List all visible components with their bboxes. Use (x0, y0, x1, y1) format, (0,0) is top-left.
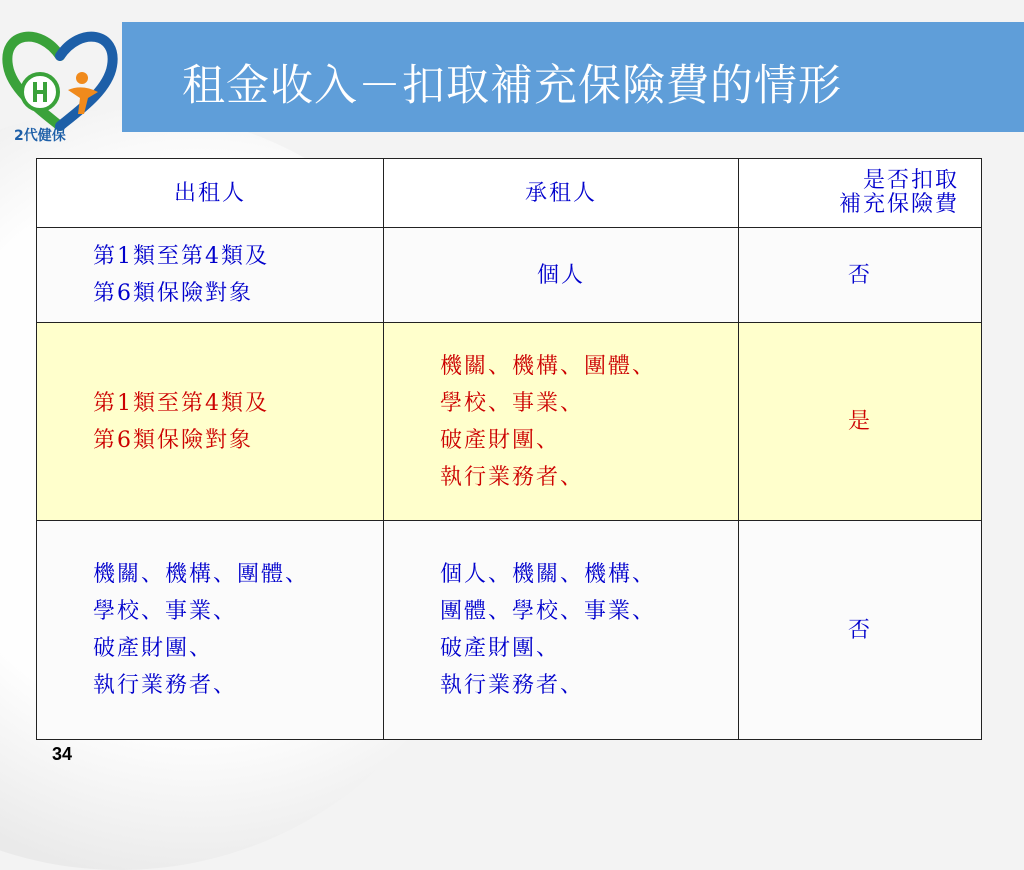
withhold-cell: 否 (739, 521, 982, 740)
tenant-cell (384, 323, 739, 521)
landlord-line: 第1類至第4類及 (93, 390, 269, 416)
tenant-cell (384, 521, 739, 740)
header-landlord: 出租人 (37, 159, 384, 228)
logo-label: 2代健保 (14, 128, 66, 144)
header-withhold-line2: 補充保險費 (838, 192, 959, 217)
landlord-line: 第1類至第4類及 (93, 244, 269, 269)
header-withhold (739, 159, 982, 228)
rent-supplement-table (36, 158, 982, 740)
tenant-line: 破產財團、 (440, 636, 561, 661)
header-tenant: 承租人 (384, 159, 739, 228)
tenant-line: 執行業務者、 (440, 464, 585, 490)
tenant-line: 個人、機關、機構、 (440, 562, 657, 587)
withhold-cell: 是 (739, 323, 982, 521)
tenant-line: 個人 (536, 262, 585, 288)
page-title: 租金收入－扣取補充保險費的情形 (182, 61, 842, 111)
withhold-cell: 否 (739, 228, 982, 323)
page-number: 34 (52, 744, 73, 764)
table-header-row (37, 159, 982, 228)
table-row-highlighted (37, 323, 982, 521)
title-bar (122, 22, 1024, 132)
landlord-line: 第6類保險對象 (93, 427, 253, 453)
landlord-line: 學校、事業、 (93, 599, 238, 624)
landlord-cell (37, 228, 384, 323)
nhi-logo (0, 18, 120, 148)
tenant-cell (384, 228, 739, 323)
tenant-line: 團體、學校、事業、 (440, 599, 657, 624)
landlord-cell (37, 323, 384, 521)
landlord-line: 執行業務者、 (93, 673, 238, 698)
landlord-line: 第6類保險對象 (93, 281, 253, 306)
tenant-line: 機關、機構、團體、 (440, 353, 657, 379)
landlord-line: 破產財團、 (93, 636, 214, 661)
header-withhold-line1: 是否扣取 (862, 168, 959, 193)
table-row (37, 521, 982, 740)
landlord-line: 機關、機構、團體、 (93, 562, 310, 587)
tenant-line: 執行業務者、 (440, 673, 585, 698)
tenant-line: 學校、事業、 (440, 390, 585, 416)
table-row (37, 228, 982, 323)
landlord-cell (37, 521, 384, 740)
tenant-line: 破產財團、 (440, 427, 561, 453)
